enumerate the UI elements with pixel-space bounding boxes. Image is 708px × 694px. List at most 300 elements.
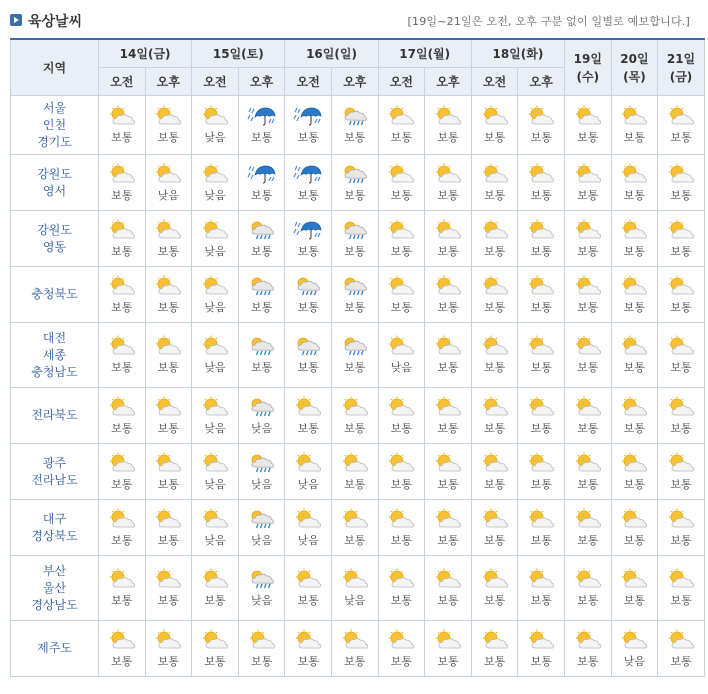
region-name[interactable] [11,267,99,323]
forecast-cell [425,388,472,444]
partly-cloudy-icon [658,452,704,474]
region-row [11,444,705,500]
forecast-label: 보통 [204,594,226,607]
forecast-cell [611,96,658,155]
day-number: 19일 [573,51,602,66]
partly-cloudy-icon [612,275,658,297]
forecast-cell [425,211,472,267]
partly-cloudy-icon [285,452,331,474]
partly-cloudy-icon [518,105,564,127]
partly-cloudy-icon [565,335,611,357]
forecast-cell [332,211,379,267]
partly-cloudy-icon [332,452,378,474]
forecast-cell [378,621,425,677]
forecast-label: 보통 [483,361,506,374]
partly-cloudy-icon [612,335,658,357]
day-header [565,39,612,96]
partly-cloudy-icon [425,163,471,185]
forecast-label: 보통 [577,533,599,547]
day-number: 20일 [620,51,649,66]
region-name-line: 세종 [42,347,67,362]
region-name-line: 인천 [42,117,67,132]
day-header: 16일(일) [285,39,378,68]
day-header [611,39,658,96]
partly-cloudy-icon [99,508,145,530]
forecast-cell [471,621,518,677]
forecast-label: 낮음 [204,188,226,202]
forecast-cell [285,211,332,267]
partly-cloudy-icon [472,508,518,530]
region-name-line: 부산 [42,563,67,578]
forecast-label: 보통 [670,533,692,547]
region-row [11,621,705,677]
forecast-label: 보통 [157,131,180,144]
forecast-label: 보통 [577,244,599,258]
forecast-label: 보통 [390,477,413,491]
region-row [11,96,705,155]
pm-header: 오후 [332,68,379,96]
partly-cloudy-icon [379,163,425,185]
forecast-cell [145,388,192,444]
partly-cloudy-icon [658,629,704,651]
forecast-label: 보통 [530,300,552,314]
partly-cloudy-icon [379,452,425,474]
forecast-label: 낮음 [344,594,366,607]
forecast-cell [518,388,565,444]
forecast-label: 보통 [390,533,413,547]
forecast-label: 보통 [577,361,599,374]
forecast-cell [192,621,239,677]
forecast-label: 보통 [483,244,506,258]
partly-cloudy-icon [612,163,658,185]
region-row [11,267,705,323]
forecast-cell [238,556,285,621]
forecast-cell [285,500,332,556]
region-name-line: 영서 [42,183,67,198]
shower-cloud-icon [239,568,285,590]
forecast-cell [425,323,472,388]
forecast-cell [658,267,705,323]
forecast-label: 보통 [297,188,319,202]
partly-cloudy-icon [332,629,378,651]
forecast-cell [565,211,612,267]
forecast-label: 보통 [390,594,413,607]
forecast-label: 보통 [670,654,692,668]
partly-cloudy-icon [518,219,564,241]
forecast-body [11,96,705,677]
partly-cloudy-icon [379,396,425,418]
day-of-week: (목) [623,69,646,84]
partly-cloudy-icon [192,335,238,357]
forecast-label: 보통 [344,421,366,435]
forecast-cell [518,444,565,500]
partly-cloudy-icon [379,275,425,297]
forecast-cell [145,444,192,500]
forecast-label: 보통 [111,361,133,374]
shower-cloud-icon [239,219,285,241]
forecast-label: 보통 [623,244,646,258]
partly-cloudy-icon [472,219,518,241]
forecast-label: 낮음 [157,188,180,202]
partly-cloudy-icon [565,629,611,651]
region-name[interactable] [11,96,99,155]
am-header: 오전 [378,68,425,96]
forecast-label: 보통 [111,300,133,314]
forecast-label: 낮음 [250,594,273,607]
forecast-label: 보통 [344,477,366,491]
partly-cloudy-icon [192,396,238,418]
forecast-label: 보통 [670,594,692,607]
forecast-cell [238,323,285,388]
forecast-cell [145,323,192,388]
forecast-cell [611,267,658,323]
region-name-line: 강원도 [37,222,72,237]
region-name[interactable] [11,444,99,500]
forecast-cell [285,267,332,323]
forecast-label: 보통 [670,421,692,435]
forecast-cell [192,155,239,211]
forecast-label: 보통 [483,131,506,144]
forecast-cell [378,500,425,556]
partly-cloudy-icon [425,452,471,474]
partly-cloudy-icon [146,568,192,590]
partly-cloudy-icon [379,105,425,127]
forecast-cell [285,96,332,155]
region-name-line: 대구 [42,511,67,526]
forecast-label: 낮음 [623,654,646,668]
forecast-cell [471,96,518,155]
partly-cloudy-icon [472,163,518,185]
forecast-label: 보통 [530,594,552,607]
partly-cloudy-icon [146,452,192,474]
forecast-cell [285,155,332,211]
forecast-label: 보통 [483,300,506,314]
forecast-label: 낮음 [204,131,226,144]
forecast-cell [611,556,658,621]
forecast-cell [285,621,332,677]
region-name[interactable] [11,323,99,388]
forecast-label: 낮음 [390,361,413,374]
partly-cloudy-icon [146,163,192,185]
region-name[interactable] [11,155,99,211]
forecast-label: 보통 [483,477,506,491]
partly-cloudy-icon [425,508,471,530]
partly-cloudy-icon [99,629,145,651]
pm-header: 오후 [145,68,192,96]
forecast-cell [145,621,192,677]
partly-cloudy-icon [472,396,518,418]
shower-cloud-icon [239,335,285,357]
partly-cloudy-icon [332,508,378,530]
forecast-label: 보통 [157,654,180,668]
forecast-cell [378,323,425,388]
forecast-label: 보통 [483,421,506,435]
pm-header: 오후 [238,68,285,96]
forecast-cell [285,444,332,500]
header-row-days [11,39,705,68]
partly-cloudy-icon [518,508,564,530]
partly-cloudy-icon [658,163,704,185]
partly-cloudy-icon [612,105,658,127]
partly-cloudy-icon [518,396,564,418]
forecast-label: 보통 [157,361,180,374]
partly-cloudy-icon [565,452,611,474]
forecast-label: 낮음 [297,533,319,547]
shower-cloud-icon [332,219,378,241]
shower-cloud-icon [239,396,285,418]
day-header [658,39,705,96]
forecast-cell [658,444,705,500]
forecast-cell [378,556,425,621]
am-header: 오전 [192,68,239,96]
region-name-line: 영동 [42,239,67,254]
forecast-label: 보통 [111,421,133,435]
region-name[interactable] [11,388,99,444]
partly-cloudy-icon [379,568,425,590]
forecast-label: 보통 [390,300,413,314]
partly-cloudy-icon [658,396,704,418]
forecast-cell [332,96,379,155]
am-header: 오전 [285,68,332,96]
forecast-label: 보통 [157,300,180,314]
partly-cloudy-icon [565,219,611,241]
partly-cloudy-icon [518,568,564,590]
partly-cloudy-icon [332,396,378,418]
partly-cloudy-icon [565,396,611,418]
partly-cloudy-icon [192,629,238,651]
region-name-line: 전라북도 [31,408,78,422]
shower-cloud-icon [285,275,331,297]
forecast-label: 보통 [437,477,459,491]
forecast-cell [471,500,518,556]
partly-cloudy-icon [518,163,564,185]
region-name-line: 충청북도 [31,287,78,301]
partly-cloudy-icon [192,163,238,185]
partly-cloudy-icon [612,396,658,418]
forecast-label: 보통 [577,421,599,435]
forecast-cell [471,388,518,444]
forecast-cell [145,500,192,556]
forecast-label: 보통 [157,421,180,435]
forecast-cell [99,444,146,500]
forecast-cell [565,556,612,621]
forecast-cell [332,556,379,621]
forecast-label: 보통 [623,188,646,202]
forecast-cell [99,621,146,677]
forecast-cell [99,323,146,388]
forecast-cell [425,155,472,211]
forecast-label: 보통 [623,361,646,374]
region-name-line: 경상남도 [31,597,78,612]
region-name-line: 강원도 [37,166,72,181]
forecast-label: 보통 [297,244,319,258]
partly-cloudy-icon [99,452,145,474]
forecast-cell [238,500,285,556]
region-name-line: 충청남도 [31,364,78,379]
region-name-line: 경상북도 [31,528,78,543]
region-name-line: 광주 [42,455,67,470]
forecast-cell [658,323,705,388]
partly-cloudy-icon [192,508,238,530]
forecast-label: 보통 [390,421,413,435]
forecast-label: 보통 [250,131,273,144]
forecast-cell [565,500,612,556]
rain-umbrella-icon [285,105,331,127]
forecast-cell [99,267,146,323]
region-name[interactable] [11,621,99,677]
forecast-cell [145,556,192,621]
forecast-cell [332,323,379,388]
rain-umbrella-icon [239,163,285,185]
forecast-label: 낮음 [204,361,226,374]
forecast-cell [658,96,705,155]
forecast-label: 보통 [297,300,319,314]
forecast-cell [99,500,146,556]
forecast-label: 낮음 [204,300,226,314]
forecast-label: 보통 [297,131,319,144]
partly-cloudy-icon [612,568,658,590]
partly-cloudy-icon [425,396,471,418]
forecast-cell [658,155,705,211]
forecast-label: 보통 [297,654,319,668]
partly-cloudy-icon [565,275,611,297]
partly-cloudy-icon [146,219,192,241]
forecast-label: 보통 [530,477,552,491]
forecast-cell [332,500,379,556]
region-name[interactable] [11,211,99,267]
forecast-cell [192,323,239,388]
partly-cloudy-icon [146,508,192,530]
forecast-cell [518,96,565,155]
region-row [11,556,705,621]
region-name[interactable] [11,500,99,556]
forecast-cell [425,96,472,155]
forecast-label: 보통 [204,654,226,668]
partly-cloudy-icon [192,105,238,127]
forecast-label: 보통 [670,244,692,258]
forecast-cell [425,621,472,677]
forecast-label: 보통 [483,654,506,668]
forecast-label: 보통 [530,421,552,435]
forecast-cell [471,444,518,500]
forecast-label: 보통 [250,654,273,668]
partly-cloudy-icon [146,396,192,418]
partly-cloudy-icon [612,508,658,530]
partly-cloudy-icon [146,335,192,357]
forecast-label: 보통 [437,533,459,547]
forecast-cell [611,500,658,556]
partly-cloudy-icon [565,163,611,185]
partly-cloudy-icon [379,219,425,241]
forecast-label: 보통 [390,244,413,258]
partly-cloudy-icon [612,629,658,651]
region-name-line: 제주도 [37,641,72,655]
partly-cloudy-icon [285,629,331,651]
forecast-cell [145,96,192,155]
partly-cloudy-icon [658,105,704,127]
partly-cloudy-icon [658,275,704,297]
forecast-label: 낮음 [204,244,226,258]
pm-header: 오후 [425,68,472,96]
forecast-label: 보통 [157,533,180,547]
partly-cloudy-icon [285,396,331,418]
forecast-cell [238,621,285,677]
partly-cloudy-icon [192,219,238,241]
forecast-cell [658,621,705,677]
forecast-cell [518,155,565,211]
region-column-header: 지역 [11,39,99,96]
partly-cloudy-icon [285,568,331,590]
forecast-cell [238,444,285,500]
forecast-label: 보통 [157,594,180,607]
forecast-label: 보통 [344,654,366,668]
region-name[interactable] [11,556,99,621]
forecast-label: 보통 [437,421,459,435]
partly-cloudy-icon [658,219,704,241]
partly-cloudy-icon [99,163,145,185]
forecast-label: 보통 [437,131,459,144]
forecast-cell [192,388,239,444]
forecast-label: 보통 [530,654,552,668]
forecast-label: 보통 [530,533,552,547]
region-name-line: 대전 [42,330,67,345]
partly-cloudy-icon [518,335,564,357]
forecast-cell [658,556,705,621]
partly-cloudy-icon [565,105,611,127]
forecast-label: 보통 [670,300,692,314]
forecast-cell [378,388,425,444]
forecast-cell [145,267,192,323]
forecast-label: 보통 [250,188,273,202]
region-row [11,211,705,267]
day-header: 14일(금) [99,39,192,68]
day-number: 21일 [666,51,696,66]
partly-cloudy-icon [99,568,145,590]
partly-cloudy-icon [239,629,285,651]
forecast-cell [425,444,472,500]
forecast-cell [192,556,239,621]
partly-cloudy-icon [332,568,378,590]
forecast-cell [565,621,612,677]
forecast-cell [99,388,146,444]
forecast-cell [658,500,705,556]
shower-cloud-icon [332,105,378,127]
forecast-label: 보통 [250,361,273,374]
forecast-label: 보통 [577,477,599,491]
forecast-label: 낮음 [204,477,226,491]
forecast-cell [145,155,192,211]
forecast-cell [99,211,146,267]
forecast-cell [332,621,379,677]
forecast-cell [285,323,332,388]
forecast-label: 보통 [670,477,692,491]
forecast-label: 보통 [577,594,599,607]
forecast-label: 낮음 [297,477,319,491]
partly-cloudy-icon [472,452,518,474]
forecast-cell [192,211,239,267]
forecast-cell [471,556,518,621]
forecast-cell [425,267,472,323]
forecast-label: 보통 [437,361,459,374]
forecast-cell [378,96,425,155]
day-header: 17일(월) [378,39,471,68]
forecast-label: 보통 [483,188,506,202]
partly-cloudy-icon [192,452,238,474]
forecast-label: 보통 [530,131,552,144]
region-row [11,155,705,211]
forecast-cell [471,211,518,267]
forecast-label: 보통 [111,188,133,202]
